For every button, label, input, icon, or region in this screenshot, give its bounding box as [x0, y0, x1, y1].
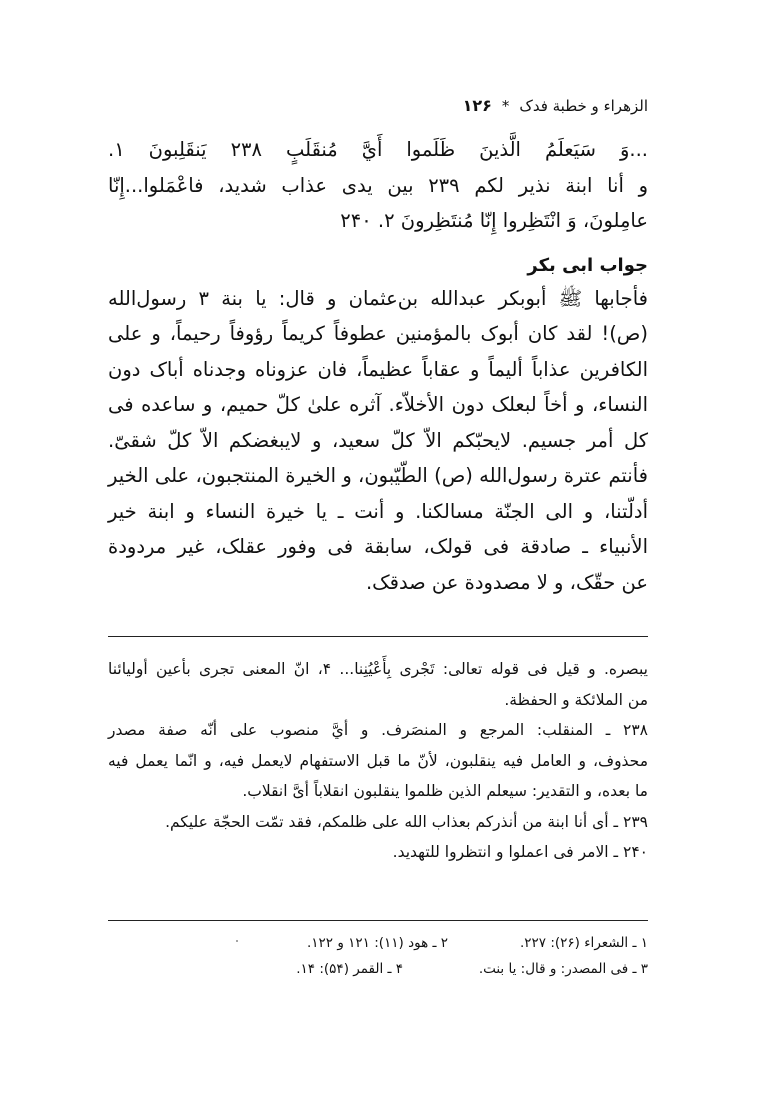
- footnote: ۴ ـ القمر (۵۴): ۱۴.: [296, 961, 403, 977]
- running-header: [463, 96, 648, 115]
- answer-line: الكافرين عذاباً أليماً و عقاباً عظيماً، فان عزوناه وجدناه أباک دون: [108, 357, 648, 381]
- header-title: الزهراء و خطبة فدک: [519, 96, 648, 115]
- answer-line: النساء، و أخاً لبعلک دون الأخلاّء. آثره علیٰ كلّ حميم، و ساعده فی: [108, 393, 648, 416]
- footnote: ۱ ـ الشعراء (۲۶): ۲۲۷.: [519, 935, 648, 951]
- note-line: ۲۳۹ ـ أی أنا ابنة من أنذركم بعذاب الله على ظلمكم، فقد تمّت الحجّة عليكم.: [165, 812, 648, 831]
- answer-line: فأجابها ﷺ أبوبكر عبدالله بن‌عثمان و قال: يا بنة ۳ رسول‌الله: [108, 286, 648, 310]
- commentary-notes: [108, 654, 648, 868]
- scan-speck: [236, 940, 238, 942]
- answer-line: (ص)! لقد كان أبوک بالمؤمنين عطوفاً كريماً رؤوفاً رحيماً، و على: [108, 322, 648, 345]
- footnotes-separator: [108, 920, 648, 921]
- footnote-row: [108, 930, 648, 956]
- main-text: [108, 132, 648, 600]
- answer-line: عن حقّک، و لا مصدودة عن صدقک.: [365, 570, 648, 594]
- footnote: ۳ ـ فی المصدر: و قال: يا بنت.: [478, 961, 648, 977]
- footnote-row: [108, 956, 648, 982]
- book-page: [108, 90, 648, 990]
- page-number: ۱۲۶: [462, 96, 492, 115]
- answer-line: أدلّتنا، و الی الجنّة مسالكنا. و أنت ـ يا خيرة النساء و ابنة خير: [108, 499, 648, 523]
- note-line: يبصره. و قيل فی قوله تعالى: تَجْرى بِأَعْيُنِنا... ۴، انّ المعنى تجری بأعين أوليائنا: [108, 660, 648, 678]
- note-line: ما بعده، و التقدير: سيعلم الذين ظلموا ينقلبون انقلاباً أیَّ انقلاب.: [242, 782, 648, 800]
- section-heading: جواب ابی بکر: [527, 254, 648, 276]
- note-line: ۲۴۰ ـ الامر فی اعملوا و انتظروا للتهديد.: [392, 843, 648, 861]
- verse-line: و أنا ابنة نذير لكم ۲۳۹ بين يدى عذاب شديد، فاعْمَلوا...إِنّا: [108, 173, 648, 197]
- answer-line: كل أمر جسيم. لايحبّكم الاّ كلّ سعيد، و لايبغضكم الاّ كلّ شقیّ.: [108, 428, 648, 452]
- note-line: ۲۳۸ ـ المنقلب: المرجع و المنصَرف. و أيَّ منصوب على أنّه صفة مصدر: [108, 721, 648, 739]
- note-line: من الملائكة و الحفظة.: [504, 690, 648, 709]
- footnote: ۲ ـ هود (۱۱): ۱۲۱ و ۱۲۲.: [306, 935, 448, 951]
- footnotes: [108, 930, 648, 982]
- notes-separator: [108, 636, 648, 637]
- answer-line: الأنبياء ـ صادقة فی قولک، سابقة فی وفور عقلک، غير مردودة: [108, 535, 648, 558]
- verse-line: عامِلونَ، وَ انْتَظِروا إِنّا مُنتَظِرونَ ۲. ۲۴۰: [340, 209, 648, 232]
- answer-line: فأنتم عترة رسول‌الله (ص) الطّيّبون، و الخيرة المنتجبون، علی الخير: [108, 464, 648, 487]
- note-line: محذوف، و العامل فيه ينقلبون، لأنّ ما قبل الاستفهام لايعمل فيه، و انّما يعمل فيه: [108, 751, 648, 770]
- header-separator: *: [501, 96, 510, 115]
- verse-line: ...وَ سَيَعلَمُ الَّذينَ ظَلَموا أَيَّ مُنقَلَبٍ ۲۳۸ يَنقَلِبونَ ۱.: [108, 138, 648, 161]
